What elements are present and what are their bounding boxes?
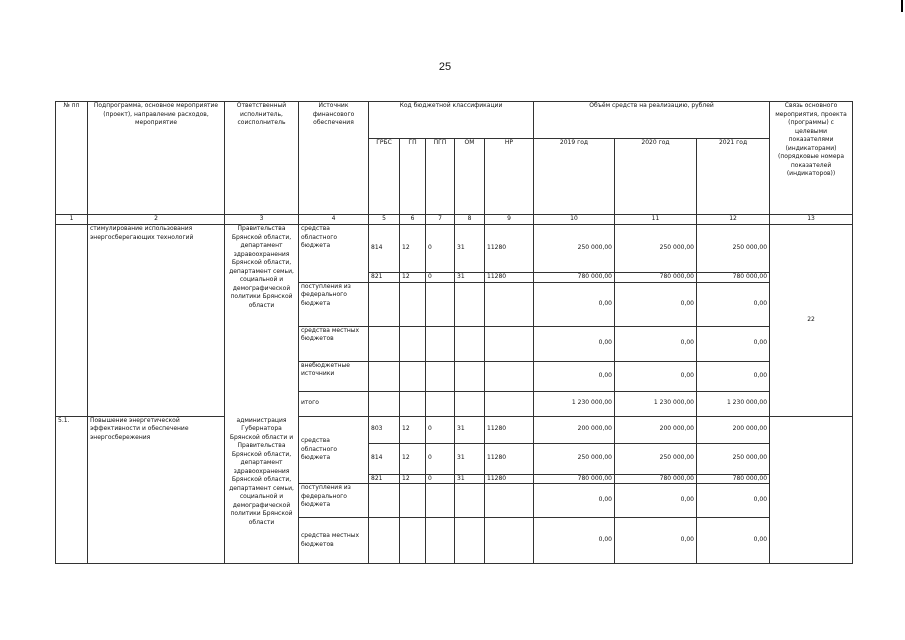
header-pgp: ПГП [426,139,455,215]
amount-2021: 200 000,00 [697,416,770,443]
col-number: 11 [615,215,697,225]
header-gp: ГП [400,139,426,215]
grbs-code: 821 [369,273,400,283]
header-om: ОМ [455,139,485,215]
amount-2020: 0,00 [615,282,697,326]
amount-2021: 250 000,00 [697,443,770,474]
total-2021: 1 230 000,00 [697,391,770,416]
page-number: 25 [438,61,452,73]
funding-source: средства местных бюджетов [299,326,369,361]
col-number: 1 [56,215,88,225]
amount-2021: 0,00 [697,518,770,564]
header-grbs: ГРБС [369,139,400,215]
amount-2019: 250 000,00 [534,225,615,273]
indicator-link [770,416,853,564]
amount-2020: 0,00 [615,518,697,564]
col-number: 13 [770,215,853,225]
amount-2020: 0,00 [615,326,697,361]
amount-2020: 0,00 [615,484,697,518]
col-number: 8 [455,215,485,225]
nr-code: 11280 [485,225,534,273]
row-num: 5.1. [56,416,88,564]
amount-2020: 250 000,00 [615,443,697,474]
header-volume: Объём средств на реализацию, рублей [534,102,770,139]
gp-code: 12 [400,474,426,484]
gp-code: 12 [400,273,426,283]
amount-2021: 250 000,00 [697,225,770,273]
table-row [56,416,853,443]
amount-2019: 0,00 [534,326,615,361]
pgp-code: 0 [426,273,455,283]
amount-2019: 0,00 [534,282,615,326]
amount-2019: 0,00 [534,361,615,391]
table-row [56,225,853,273]
responsible-executor: администрация Губернатора Брянской области и Правительства Брянской области, департамент здравоохранения Брянской области, департамент семьи, социальной и демографической политики Брянской области [225,416,299,564]
amount-2021: 0,00 [697,361,770,391]
funding-source: средства областного бюджета [299,416,369,484]
om-code: 31 [455,443,485,474]
header-kbk: Код бюджетной классификации [369,102,534,139]
amount-2019: 0,00 [534,518,615,564]
funding-source: средства областного бюджета [299,225,369,283]
amount-2019: 780 000,00 [534,273,615,283]
om-code: 31 [455,474,485,484]
om-code: 31 [455,416,485,443]
grbs-code: 821 [369,474,400,484]
total-2020: 1 230 000,00 [615,391,697,416]
pgp-code: 0 [426,474,455,484]
col-number: 6 [400,215,426,225]
funding-source: поступления из федерального бюджета [299,282,369,326]
amount-2020: 250 000,00 [615,225,697,273]
header-2021: 2021 год [697,139,770,215]
header-2020: 2020 год [615,139,697,215]
amount-2021: 780 000,00 [697,273,770,283]
header-nr: НР [485,139,534,215]
header-responsible: Ответственный исполнитель, соисполнитель [225,102,299,215]
indicator-link: 22 [770,225,853,417]
scan-edge-mark [901,0,903,12]
col-number: 2 [88,215,225,225]
header-num: № пп [56,102,88,215]
pgp-code: 0 [426,416,455,443]
amount-2019: 250 000,00 [534,443,615,474]
measure-name: Повышение энергетической эффективности и обеспечение энергосбережения [88,416,225,564]
amount-2021: 0,00 [697,326,770,361]
amount-2021: 0,00 [697,484,770,518]
gp-code: 12 [400,416,426,443]
amount-2020: 0,00 [615,361,697,391]
funding-source: поступления из федерального бюджета [299,484,369,518]
funding-source: средства местных бюджетов [299,518,369,564]
col-number: 4 [299,215,369,225]
grbs-code: 803 [369,416,400,443]
amount-2020: 780 000,00 [615,474,697,484]
col-number: 10 [534,215,615,225]
pgp-code: 0 [426,443,455,474]
col-number: 3 [225,215,299,225]
col-number: 5 [369,215,400,225]
funding-source: внебюджетные источники [299,361,369,391]
grbs-code: 814 [369,443,400,474]
grbs-code: 814 [369,225,400,273]
col-number: 9 [485,215,534,225]
header-2019: 2019 год [534,139,615,215]
total-2019: 1 230 000,00 [534,391,615,416]
nr-code: 11280 [485,443,534,474]
nr-code: 11280 [485,416,534,443]
responsible-executor: Правительства Брянской области, департамент здравоохранения Брянской области, департамент семьи, социальной и демографической политики Брянской области [225,225,299,417]
amount-2021: 0,00 [697,282,770,326]
budget-table [55,101,853,564]
header-subprogram: Подпрограмма, основное мероприятие (проект), направление расходов, мероприятие [88,102,225,215]
amount-2019: 200 000,00 [534,416,615,443]
amount-2019: 0,00 [534,484,615,518]
column-numbers-row [56,215,853,225]
om-code: 31 [455,273,485,283]
amount-2021: 780 000,00 [697,474,770,484]
amount-2019: 780 000,00 [534,474,615,484]
gp-code: 12 [400,443,426,474]
measure-name: стимулирование использования энергосберегающих технологий [88,225,225,417]
header-link: Связь основного мероприятия, проекта (программы) с целевыми показателями (индикаторами) (порядковые номера показателей (индикаторов)) [770,102,853,215]
funding-source-total: итого [299,391,369,416]
row-num-cell [56,225,88,417]
pgp-code: 0 [426,225,455,273]
col-number: 7 [426,215,455,225]
nr-code: 11280 [485,273,534,283]
amount-2020: 780 000,00 [615,273,697,283]
header-row [56,102,853,139]
amount-2020: 200 000,00 [615,416,697,443]
header-source: Источник финансового обеспечения [299,102,369,215]
gp-code: 12 [400,225,426,273]
col-number: 12 [697,215,770,225]
nr-code: 11280 [485,474,534,484]
om-code: 31 [455,225,485,273]
